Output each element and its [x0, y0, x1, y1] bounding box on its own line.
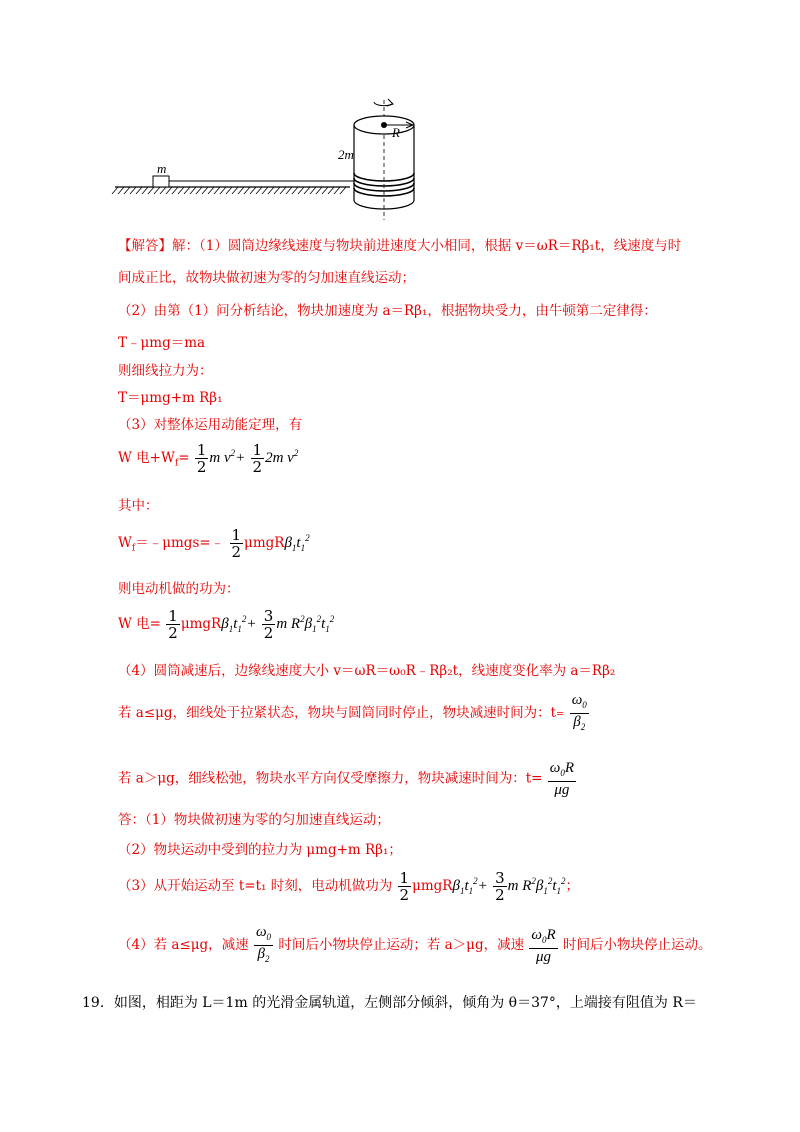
answer-line-11: 则电动机做的功为： [118, 581, 240, 597]
equation-energy: W 电$+W_f=$ $\frac{1}{2}$ m $v^2+$ $\frac{1}{2}$ 2m $v^2$ [118, 441, 299, 476]
drum-mass-label: 2m [338, 147, 354, 162]
equation-motor-work: W 电= $\frac{1}{2}$ $\mu mgR\beta_1t_1^2+$ $\frac{3}{2}$ m $R^2\beta_1^2t_1^2$ [118, 607, 335, 642]
answer-line-15: 若 a＞μg，细线松弛，物块水平方向仅受摩擦力，物块减速时间为：t= $\frac{\omega_0R}{\mu g}$ [118, 760, 575, 798]
physics-figure [110, 95, 450, 225]
answer-line-1: 【解答】解：（1）圆筒边缘线速度与物块前进速度大小相同，根据 v＝ωR＝Rβ₁t，线速度与时 [118, 238, 682, 254]
answer-line-7: （3）对整体运用动能定理，有 [118, 417, 303, 433]
answer-line-3: （2）由第（1）问分析结论，物块加速度为 a＝Rβ₁，根据物块受力，由牛顿第二定律得： [118, 303, 657, 319]
answer-line-16: 答：（1）物块做初速为零的匀加速直线运动； [118, 812, 390, 828]
answer-line-2: 间成正比，故物块做初速为零的匀加速直线运动； [118, 270, 415, 286]
answer-line-14: 若 a≤μg，细线处于拉紧状态，物块与圆筒同时停止，物块减速时间为：t= $\frac{\omega_0}{\beta_2}$ [118, 692, 587, 732]
equation-friction-work: $W_f=﹣\mu mgs=﹣$ $\frac{1}{2}$ $\mu mgR\beta_1t_1^2$ [118, 526, 310, 561]
question-19: 19．如图，相距为 L＝1m 的光滑金属轨道，左侧部分倾斜，倾角为 θ＝37°，上端接有阻值为 R＝ [82, 995, 697, 1011]
answer-line-6: T＝μmg+m Rβ₁ [118, 390, 223, 406]
answer-line-17: （2）物块运动中受到的拉力为 μmg+m Rβ₁； [118, 842, 402, 858]
radius-label: R [392, 125, 400, 140]
block [153, 176, 169, 187]
answer-line-9: 其中： [118, 498, 159, 514]
answer-line-18: （3）从开始运动至 t=t₁ 时刻，电动机做功为 $\frac{1}{2}$ $\mu mgR\beta_1t_1^2+$ $\frac{3}{2}$ m $R^2\beta_1^2t_1^2$； [118, 869, 580, 904]
answer-line-4: T﹣μmg＝ma [118, 335, 206, 351]
answer-line-19: （4）若 a≤μg，减速 $\frac{\omega_0}{\beta_2}$ 时间后小物块停止运动；若 a＞μg，减速 $\frac{\omega_0R}{\mu g}$ 时间后小物块停止运动。 [118, 924, 712, 965]
answer-line-5: 则细线拉力为： [118, 363, 213, 379]
block-label: m [157, 161, 167, 176]
answer-line-13: （4）圆筒减速后，边缘线速度大小 v＝ωR＝ω₀R﹣Rβ₂t，线速度变化率为 a＝Rβ₂ [118, 663, 616, 679]
